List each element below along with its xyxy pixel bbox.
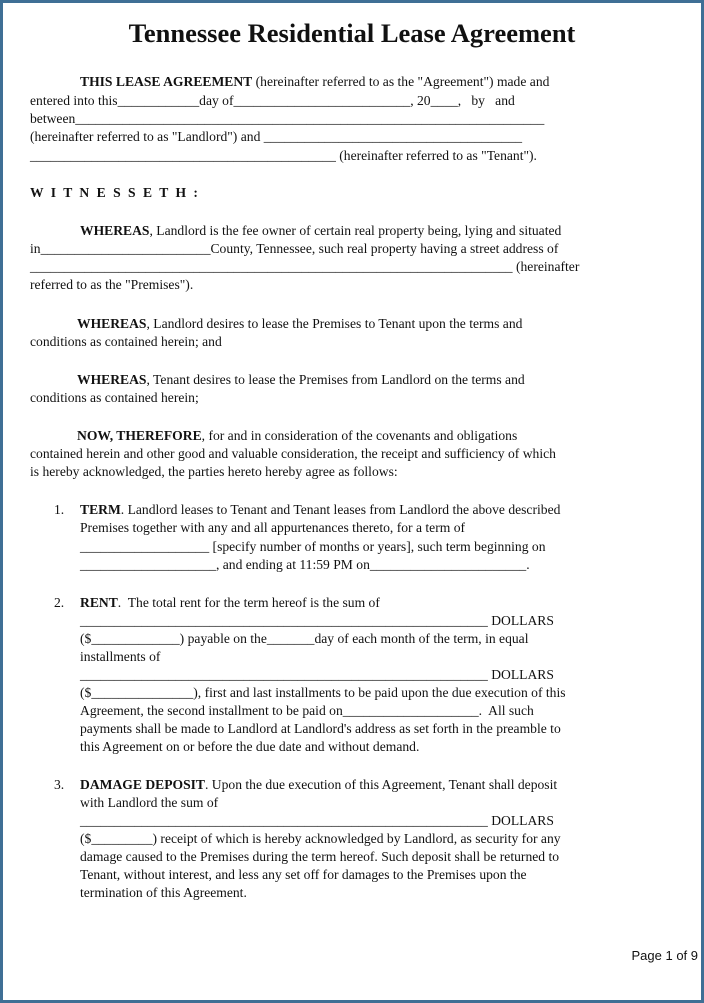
section2-number: 2. (54, 595, 65, 610)
witnesseth-heading: W I T N E S S E T H : (30, 185, 200, 200)
whereas1-line-3: _______________________________________________________________________ (hereinafter (30, 259, 580, 274)
section3-heading: DAMAGE DEPOSIT (80, 777, 205, 792)
section3-number: 3. (54, 777, 65, 792)
section3-line-4: ($_________) receipt of which is hereby acknowledged by Landlord, as security for any (80, 831, 561, 846)
section1-line-1: TERM. Landlord leases to Tenant and Tenant leases from Landlord the above described (80, 502, 561, 517)
section2-line-6: ($_______________), first and last installments to be paid upon the due execution of this (80, 685, 566, 700)
whereas3-line-1: WHEREAS, Tenant desires to lease the Premises from Landlord on the terms and (77, 372, 525, 387)
section2-line-3: ($_____________) payable on the_______day of each month of the term, in equal (80, 631, 529, 646)
intro-line-5: _____________________________________________ (hereinafter referred to as "Tenant"). (30, 148, 537, 163)
page-number: Page 1 of 9 (631, 948, 698, 963)
now-therefore-line-3: is hereby acknowledged, the parties hereto hereby agree as follows: (30, 464, 398, 479)
intro-line-1: THIS LEASE AGREEMENT (hereinafter referred to as the "Agreement") made and (80, 74, 550, 89)
section2-line-9: this Agreement on or before the due date and without demand. (80, 739, 420, 754)
section1-number: 1. (54, 502, 65, 517)
section2-line-4: installments of (80, 649, 161, 664)
whereas1-line-2: in_________________________County, Tennessee, such real property having a street address of (30, 241, 559, 256)
section2-line-5: ____________________________________________________________ DOLLARS (80, 667, 554, 682)
document-title: Tennessee Residential Lease Agreement (128, 18, 576, 48)
intro-line-2: entered into this____________day of__________________________, 20____, by and (30, 93, 515, 108)
intro-line-4: (hereinafter referred to as "Landlord") and ______________________________________ (30, 129, 523, 144)
section3-line-1: DAMAGE DEPOSIT. Upon the due execution of this Agreement, Tenant shall deposit (80, 777, 558, 792)
intro-bold: THIS LEASE AGREEMENT (80, 74, 253, 89)
section2-heading: RENT (80, 595, 118, 610)
section3-line-3: ____________________________________________________________ DOLLARS (80, 813, 554, 828)
whereas1-line-4: referred to as the "Premises"). (30, 277, 194, 292)
section3-line-7: termination of this Agreement. (80, 885, 247, 900)
whereas2-line-2: conditions as contained herein; and (30, 334, 222, 349)
section2-line-8: payments shall be made to Landlord at Landlord's address as set forth in the preamble to (80, 721, 561, 736)
intro-line-3: between_____________________________________________________________________ (30, 111, 545, 126)
section3-line-2: with Landlord the sum of (80, 795, 219, 810)
section2-line-1: RENT. The total rent for the term hereof is the sum of (80, 595, 380, 610)
section1-heading: TERM (80, 502, 121, 517)
now-therefore-line-1: NOW, THEREFORE, for and in consideration of the covenants and obligations (77, 428, 518, 443)
whereas2-line-1: WHEREAS, Landlord desires to lease the Premises to Tenant upon the terms and (77, 316, 523, 331)
whereas3-line-2: conditions as contained herein; (30, 390, 199, 405)
section3-line-5: damage caused to the Premises during the term hereof. Such deposit shall be returned to (80, 849, 560, 864)
section1-line-3: ___________________ [specify number of months or years], such term beginning on (80, 539, 546, 554)
section1-line-4: ____________________, and ending at 11:59 PM on_______________________. (80, 557, 530, 572)
section3-line-6: Tenant, without interest, and less any set off for damages to the Premises upon the (80, 867, 527, 882)
now-therefore-line-2: contained herein and other good and valuable consideration, the receipt and sufficiency of which (30, 446, 556, 461)
section1-line-2: Premises together with any and all appurtenances thereto, for a term of (80, 520, 466, 535)
whereas1-line-1: WHEREAS, Landlord is the fee owner of certain real property being, lying and situated (80, 223, 562, 238)
section2-line-7: Agreement, the second installment to be paid on____________________. All such (80, 703, 534, 718)
section2-line-2: ____________________________________________________________ DOLLARS (80, 613, 554, 628)
